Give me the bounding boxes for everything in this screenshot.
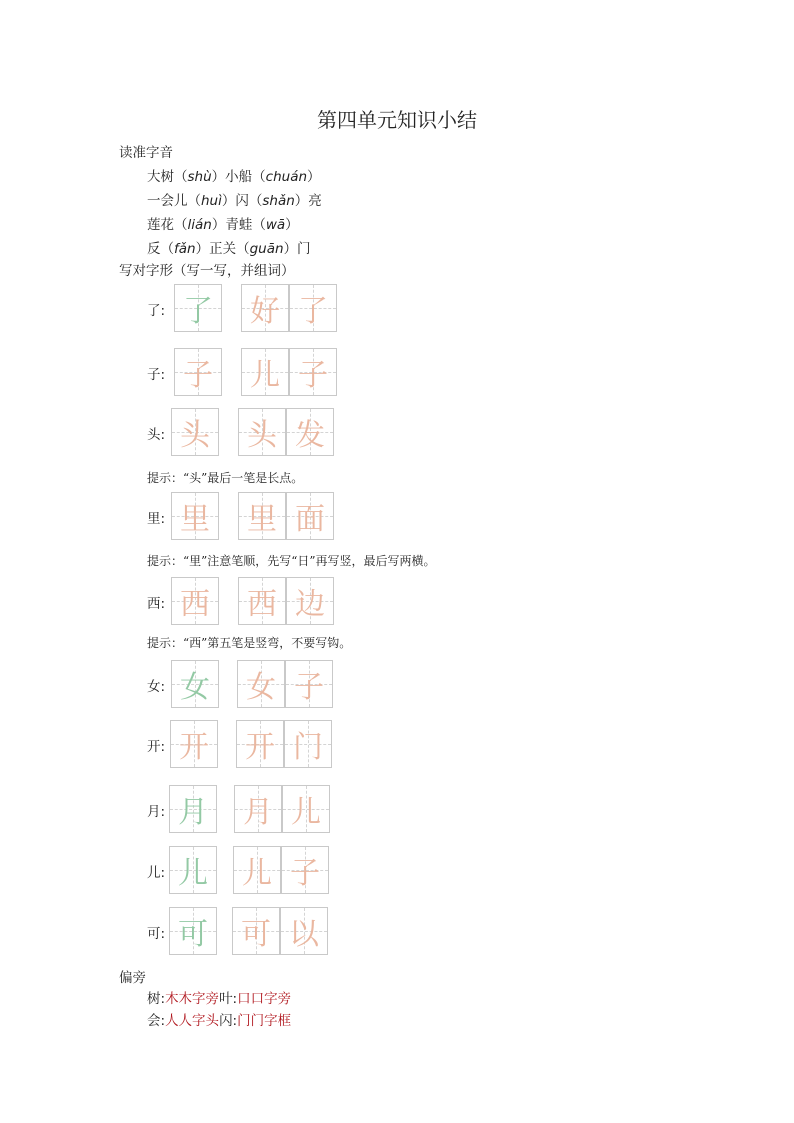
trace-character: 里 — [247, 502, 277, 537]
hanzi-text: ）青蛙（ — [211, 217, 266, 233]
writing-grid-cell — [286, 492, 334, 540]
word-box-pair — [233, 846, 329, 894]
trace-character: 子 — [298, 358, 328, 393]
writing-grid-cell — [286, 408, 334, 456]
hanzi-text: ）正关（ — [195, 241, 250, 257]
trace-character: 好 — [250, 294, 280, 329]
writing-grid-cell — [286, 577, 334, 625]
trace-character: 月 — [243, 795, 273, 830]
hanzi-text: （ — [174, 169, 188, 185]
writing-grid-cell — [241, 284, 289, 332]
pinyin-text: lián — [187, 217, 212, 233]
trace-character: 门 — [293, 730, 323, 765]
single-character-box — [169, 907, 217, 955]
word-box-pair — [238, 492, 334, 540]
character-label: 开: — [147, 739, 166, 755]
single-character-box — [169, 846, 217, 894]
word-box-pair — [232, 907, 328, 955]
word-box-pair — [238, 577, 334, 625]
single-character-box — [171, 408, 219, 456]
writing-grid-cell — [234, 785, 282, 833]
radical-answer: 口口字旁 — [237, 991, 292, 1007]
trace-character: 以 — [289, 917, 319, 952]
pinyin-text: chuán — [265, 169, 308, 185]
writing-grid-cell — [238, 408, 286, 456]
hanzi-text: ） — [285, 217, 299, 233]
trace-character: 儿 — [250, 358, 280, 393]
character-label: 西: — [147, 596, 166, 612]
single-character-box — [174, 348, 222, 396]
section-heading-pronunciation: 读准字音 — [119, 145, 173, 161]
character-label: 女: — [147, 679, 166, 695]
trace-character: 面 — [295, 502, 325, 537]
word-box-pair — [241, 348, 337, 396]
page-title: 第四单元知识小结 — [317, 108, 477, 132]
radical-line — [147, 987, 291, 1007]
writing-grid-cell — [289, 348, 337, 396]
single-character-box — [170, 720, 218, 768]
hanzi-text: 大树 — [147, 169, 174, 185]
trace-character: 了 — [183, 294, 213, 329]
writing-grid-cell — [281, 846, 329, 894]
hanzi-text: 反（ — [147, 241, 174, 257]
trace-character: 开 — [245, 730, 275, 765]
trace-character: 里 — [180, 502, 210, 537]
trace-character: 发 — [295, 418, 325, 453]
trace-character: 儿 — [242, 856, 272, 891]
radical-character: 会: — [147, 1013, 166, 1029]
character-label: 儿: — [147, 865, 166, 881]
trace-character: 可 — [178, 917, 208, 952]
word-box-pair — [234, 785, 330, 833]
writing-grid-cell — [284, 720, 332, 768]
word-box-pair — [237, 660, 333, 708]
hanzi-text: 莲花（ — [147, 217, 188, 233]
trace-character: 儿 — [178, 856, 208, 891]
writing-grid-cell — [285, 660, 333, 708]
section-heading-writing: 写对字形（写一写，并组词） — [119, 263, 295, 279]
writing-grid-cell — [236, 720, 284, 768]
trace-character: 西 — [247, 587, 277, 622]
radical-answer: 人人字头 — [165, 1013, 220, 1029]
hanzi-text: ） — [307, 169, 321, 185]
single-character-box — [171, 577, 219, 625]
single-character-box — [171, 492, 219, 540]
trace-character: 头 — [180, 418, 210, 453]
radical-character: 树: — [147, 991, 166, 1007]
single-character-box — [169, 785, 217, 833]
character-label: 月: — [147, 804, 166, 820]
single-character-box — [174, 284, 222, 332]
pinyin-text: fǎn — [174, 241, 196, 257]
writing-tip: 提示：“头”最后一笔是长点。 — [147, 471, 304, 485]
radical-character: 闪: — [219, 1013, 238, 1029]
pronunciation-line — [147, 189, 322, 209]
writing-grid-cell — [238, 492, 286, 540]
single-character-box — [171, 660, 219, 708]
pinyin-text: shǎn — [262, 193, 295, 209]
trace-character: 女 — [246, 670, 276, 705]
trace-character: 子 — [290, 856, 320, 891]
pronunciation-line — [147, 165, 321, 185]
trace-character: 西 — [180, 587, 210, 622]
hanzi-text: ）小船（ — [211, 169, 266, 185]
writing-grid-cell — [238, 577, 286, 625]
trace-character: 边 — [295, 587, 325, 622]
writing-grid-cell — [232, 907, 280, 955]
pinyin-text: shù — [187, 169, 212, 185]
hanzi-text: ）门 — [283, 241, 311, 257]
trace-character: 了 — [298, 294, 328, 329]
word-box-pair — [241, 284, 337, 332]
pinyin-text: guān — [249, 241, 284, 257]
pronunciation-line — [147, 213, 299, 233]
radical-character: 叶: — [219, 991, 238, 1007]
character-label: 头: — [147, 427, 166, 443]
trace-character: 头 — [247, 418, 277, 453]
pinyin-text: huì — [201, 193, 222, 209]
hanzi-text: ）闪（ — [221, 193, 263, 209]
writing-grid-cell — [241, 348, 289, 396]
writing-tip: 提示：“西”第五笔是竖弯，不要写钩。 — [147, 636, 352, 650]
radical-answer: 门门字框 — [237, 1013, 292, 1029]
word-box-pair — [236, 720, 332, 768]
word-box-pair — [238, 408, 334, 456]
writing-grid-cell — [282, 785, 330, 833]
writing-grid-cell — [280, 907, 328, 955]
trace-character: 女 — [180, 670, 210, 705]
trace-character: 月 — [178, 795, 208, 830]
writing-grid-cell — [289, 284, 337, 332]
pronunciation-line — [147, 237, 311, 257]
trace-character: 子 — [294, 670, 324, 705]
pinyin-text: wā — [265, 217, 286, 233]
radical-answer: 木木字旁 — [165, 991, 220, 1007]
character-label: 里: — [147, 511, 166, 527]
trace-character: 子 — [183, 358, 213, 393]
character-label: 了: — [147, 303, 166, 319]
trace-character: 可 — [241, 917, 271, 952]
writing-grid-cell — [237, 660, 285, 708]
radical-line — [147, 1009, 291, 1029]
character-label: 子: — [147, 367, 166, 383]
writing-grid-cell — [233, 846, 281, 894]
character-label: 可: — [147, 926, 166, 942]
writing-tip: 提示：“里”注意笔顺，先写“日”再写竖，最后写两横。 — [147, 554, 436, 568]
hanzi-text: 一会儿（ — [147, 193, 201, 209]
trace-character: 开 — [179, 730, 209, 765]
hanzi-text: ）亮 — [294, 193, 322, 209]
trace-character: 儿 — [291, 795, 321, 830]
section-heading-radicals: 偏旁 — [119, 970, 146, 986]
